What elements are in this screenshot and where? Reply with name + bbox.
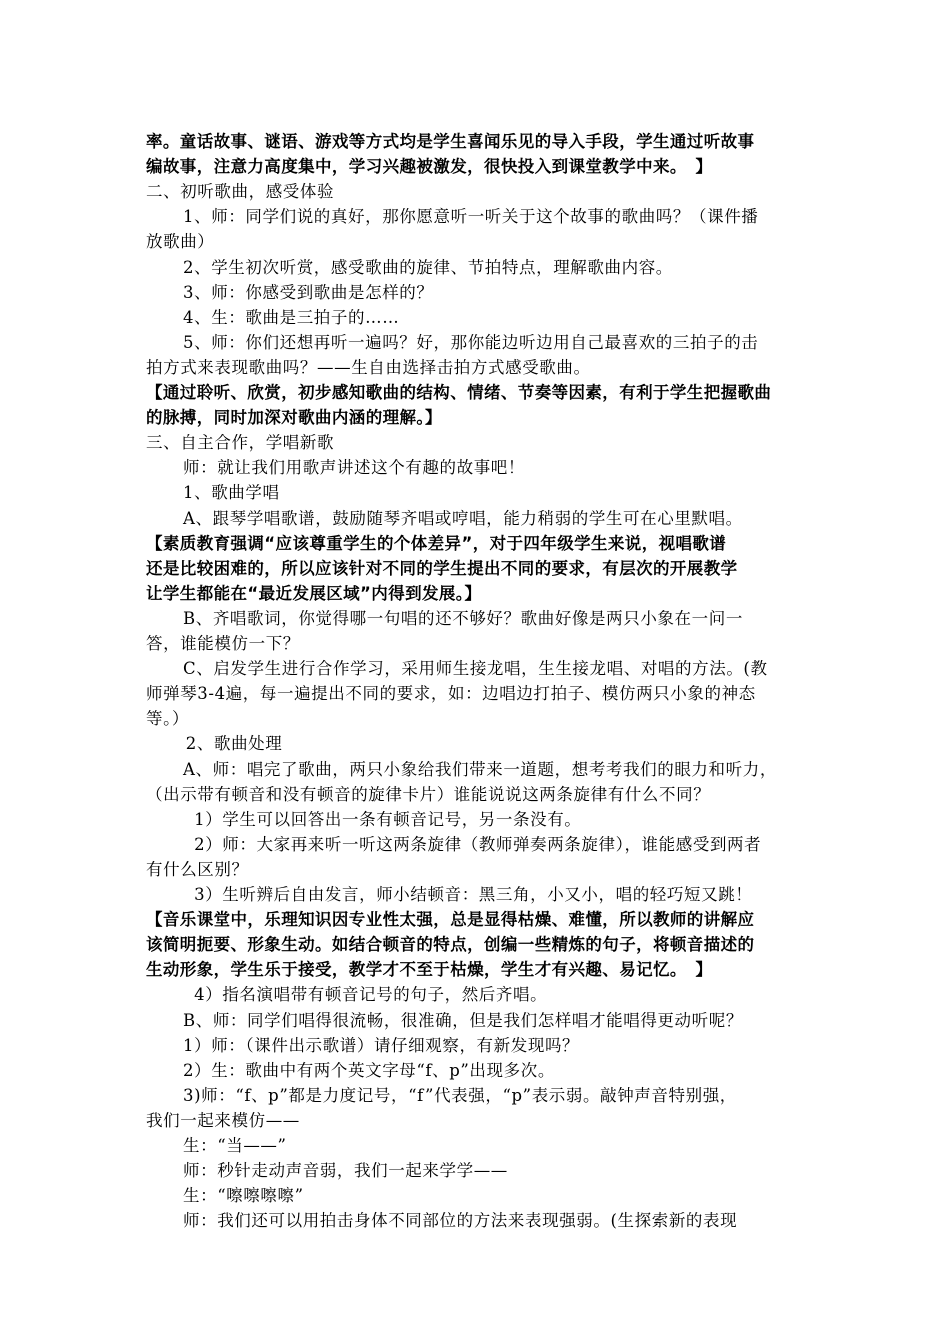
text-line: B、师：同学们唱得很流畅，很准确，但是我们怎样唱才能唱得更动听呢？ — [183, 1010, 743, 1030]
text-line: 1）师：（课件出示歌谱）请仔细观察，有新发现吗？ — [183, 1035, 580, 1055]
text-line: 有什么区别？ — [146, 859, 249, 879]
text-line: 5、师：你们还想再听一遍吗？好，那你能边听边用自己最喜欢的三拍子的击 — [183, 332, 759, 352]
text-line: 3、师：你感受到歌曲是怎样的？ — [183, 282, 434, 302]
annotation-line: 该简明扼要、形象生动。如结合顿音的特点，创编一些精炼的句子，将顿音描述的 — [146, 935, 755, 955]
text-line: （出示带有顿音和没有顿音的旋律卡片）谁能说说这两条旋律有什么不同？ — [146, 784, 711, 804]
text-line: 1、歌曲学唱 — [183, 483, 280, 503]
text-line: 4）指名演唱带有顿音记号的句子，然后齐唱。 — [194, 985, 548, 1005]
text-line: 等。） — [146, 709, 190, 729]
text-line: B、齐唱歌词，你觉得哪一句唱的还不够好？歌曲好像是两只小象在一问一 — [183, 608, 743, 628]
text-line: 3)师：“f、p”都是力度记号，“f”代表强，“p”表示弱。敲钟声音特别强， — [183, 1085, 737, 1105]
text-line: 1）学生可以回答出一条有顿音记号，另一条没有。 — [194, 809, 582, 829]
text-line: 4、生：歌曲是三拍子的…… — [183, 307, 400, 327]
text-line: 师弹琴3-4遍，每一遍提出不同的要求，如：边唱边打拍子、模仿两只小象的神态 — [146, 684, 756, 704]
text-line: 生：“嚓嚓嚓嚓” — [183, 1186, 304, 1206]
text-line: 放歌曲） — [146, 232, 215, 252]
annotation-line: 【通过聆听、欣赏，初步感知歌曲的结构、情绪、节奏等因素，有利于学生把握歌曲 — [146, 383, 772, 402]
text-line: 2）师：大家再来听一听这两条旋律（教师弹奏两条旋律），谁能感受到两者 — [194, 834, 762, 854]
text-line: 师：秒针走动声音弱，我们一起来学学—— — [183, 1161, 508, 1181]
text-line: 师：就让我们用歌声讲述这个有趣的故事吧！ — [183, 458, 525, 478]
text-line: 我们一起来模仿—— — [146, 1110, 300, 1130]
annotation-line: 率。童话故事、谜语、游戏等方式均是学生喜闻乐见的导入手段，学生通过听故事 — [146, 132, 755, 151]
annotation-line: 【音乐课堂中，乐理知识因专业性太强，总是显得枯燥、难懂，所以教师的讲解应 — [146, 910, 755, 930]
annotation-line: 编故事，注意力高度集中，学习兴趣被激发，很快投入到课堂教学中来。 】 — [146, 157, 713, 177]
text-line: 2）生：歌曲中有两个英文字母“f、p”出现多次。 — [183, 1060, 555, 1080]
text-line: 2、学生初次听赏，感受歌曲的旋律、节拍特点，理解歌曲内容。 — [183, 257, 673, 277]
text-line: C、启发学生进行合作学习，采用师生接龙唱，生生接龙唱、对唱的方法。(教 — [183, 659, 768, 679]
text-line: 二、初听歌曲，感受体验 — [146, 182, 335, 202]
annotation-line: 让学生都能在“最近发展区域”内得到发展。】 — [146, 583, 482, 603]
annotation-line: 还是比较困难的，所以应该针对不同的学生提出不同的要求，有层次的开展教学 — [146, 558, 738, 578]
text-line: 2、歌曲处理 — [185, 734, 283, 754]
annotation-line: 【素质教育强调“应该尊重学生的个体差异”，对于四年级学生来说，视唱歌谱 — [146, 533, 727, 553]
text-line: A、跟琴学唱歌谱，鼓励随琴齐唱或哼唱，能力稍弱的学生可在心里默唱。 — [183, 508, 743, 528]
text-line: 3）生听辨后自由发言，师小结顿音：黑三角，小又小，唱的轻巧短又跳！ — [194, 885, 753, 904]
text-line: 生：“当——” — [183, 1136, 287, 1155]
text-line: 三、自主合作，学唱新歌 — [146, 433, 335, 453]
text-line: 1、师：同学们说的真好，那你愿意听一听关于这个故事的歌曲吗？（课件播 — [183, 207, 759, 227]
text-line: 答，谁能模仿一下？ — [146, 634, 300, 653]
annotation-line: 生动形象，学生乐于接受，教学才不至于枯燥，学生才有兴趣、易记忆。 】 — [146, 960, 713, 980]
text-line: 拍方式来表现歌曲吗？——生自由选择击拍方式感受歌曲。 — [146, 357, 591, 377]
annotation-line: 的脉搏，同时加深对歌曲内涵的理解。】 — [146, 408, 442, 428]
text-line: 师：我们还可以用拍击身体不同部位的方法来表现强弱。(生探索新的表现 — [183, 1211, 738, 1231]
text-line: A、师：唱完了歌曲，两只小象给我们带来一道题，想考考我们的眼力和听力， — [183, 759, 777, 779]
